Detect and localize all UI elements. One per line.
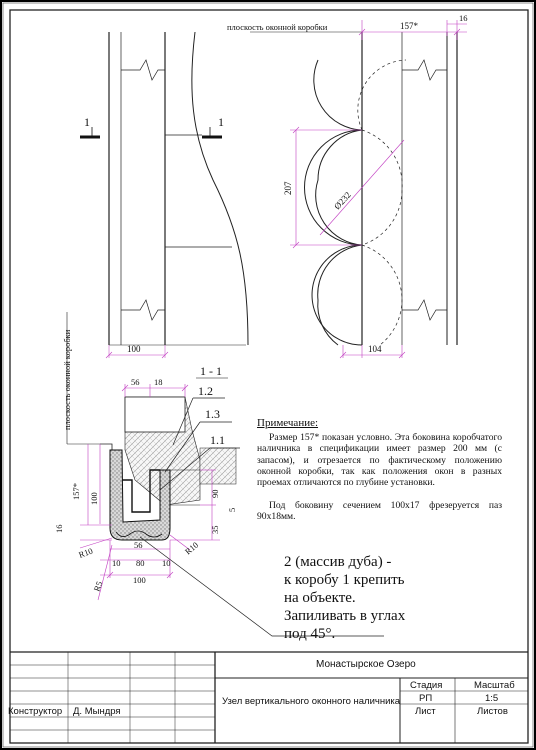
scale-label: Масштаб [474, 680, 515, 691]
stage-label: Стадия [410, 680, 443, 691]
dim-5: 5 [227, 507, 237, 512]
plane-label-side: плоскость оконной коробки [62, 329, 72, 430]
assembly-note-line: 2 (массив дуба) - [284, 554, 392, 570]
scale-value: 1:5 [485, 693, 499, 704]
dim-r10-right: R10 [182, 539, 201, 557]
designer-name: Д. Мындря [73, 706, 121, 717]
dim-104: 104 [368, 344, 382, 354]
project-name: Монастырское Озеро [316, 659, 416, 670]
paper [2, 2, 534, 748]
callout-1-3: 1.3 [205, 407, 220, 421]
callout-1-2: 1.2 [198, 384, 213, 398]
assembly-note-line: к коробу 1 крепить [284, 572, 405, 588]
drawing-title: Узел вертикального оконного наличника [222, 696, 401, 707]
dim-157-section: 157* [71, 483, 81, 500]
dim-r10-left: R10 [77, 545, 95, 560]
section-title: 1 - 1 [200, 364, 222, 378]
dim-90: 90 [210, 489, 220, 498]
stage-value: РП [419, 693, 433, 704]
dim-56-top: 56 [131, 377, 140, 387]
section-mark-right: 1 [218, 115, 224, 129]
dim-16-top: 16 [459, 13, 468, 23]
note-title: Примечание: [257, 417, 319, 429]
elev-width-label: 100 [127, 344, 141, 354]
dim-100-vertical: 100 [89, 492, 99, 505]
dim-80: 80 [136, 558, 145, 568]
section-mark-left: 1 [84, 115, 90, 129]
sheets-label: Листов [477, 706, 508, 717]
dim-16-section: 16 [54, 524, 64, 533]
dim-35: 35 [210, 525, 220, 534]
assembly-note-line: на объекте. [284, 590, 356, 606]
assembly-note [284, 553, 434, 643]
assembly-note-line: под 45°. [284, 626, 336, 642]
dim-10-left: 10 [112, 558, 121, 568]
dim-r5: R5 [91, 579, 105, 593]
dim-207: 207 [283, 181, 293, 195]
designer-role: Конструктор [8, 706, 63, 717]
dim-diameter: Ø232 [332, 189, 353, 212]
dim-18: 18 [154, 377, 163, 387]
plane-label-top: плоскость оконной коробки [227, 22, 328, 32]
dim-56-bottom: 56 [134, 540, 143, 550]
sheet-label: Лист [415, 706, 436, 717]
dim-157-top: 157* [400, 21, 418, 31]
note-paragraph-2: Под боковину сечением 100х17 фрезеруется паз 90х18мм. [257, 500, 502, 523]
note-paragraph-1: Размер 157* показан условно. Эта боковина коробчатого наличника в спецификации имеет размер 200 мм (с запасом), и отрезается по фактическому положению оконной коробки, так как положения окон в разных проемах отличаются по глубине установки. [257, 432, 502, 489]
assembly-note-line: Запиливать в углах [284, 608, 406, 624]
dim-100-bottom: 100 [133, 575, 146, 585]
dim-10-right: 10 [162, 558, 171, 568]
callout-1-1: 1.1 [210, 433, 225, 447]
